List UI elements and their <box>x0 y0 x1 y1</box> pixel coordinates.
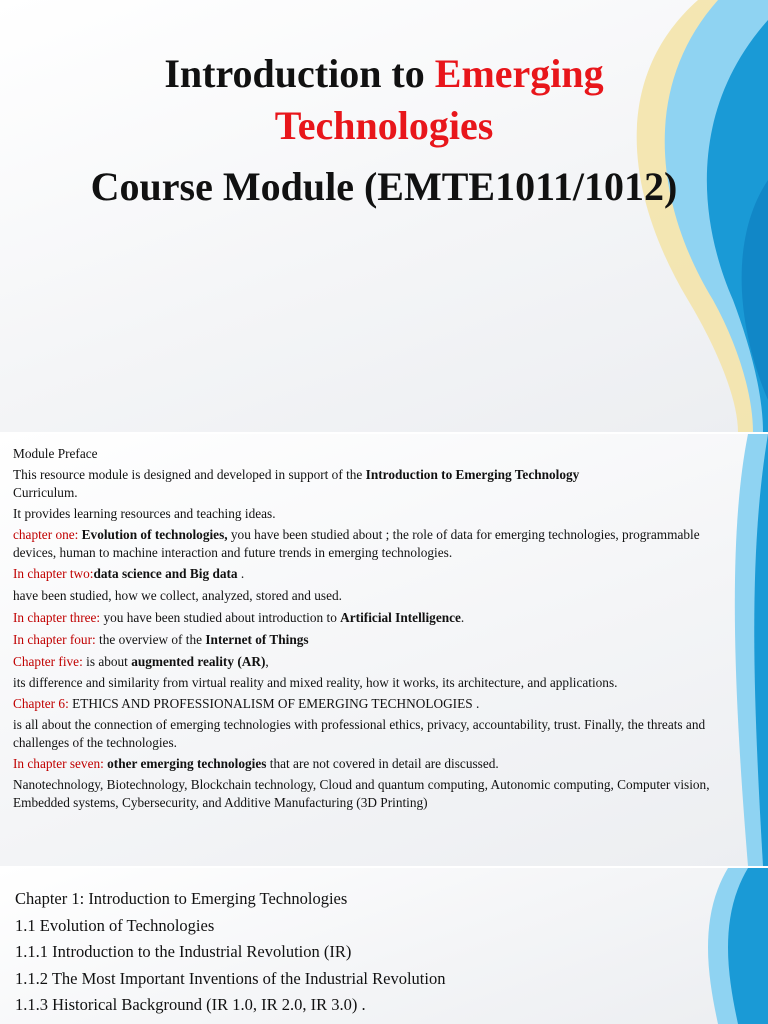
chapter-seven-label: In chapter seven: <box>13 756 104 771</box>
chapter-five-label: Chapter five: <box>13 654 83 669</box>
chapter-five-bold: augmented reality (AR) <box>131 654 266 669</box>
toc-item: 1.1.1 Introduction to the Industrial Revolution (IR) <box>15 942 352 961</box>
intro-end: Curriculum. <box>13 485 78 500</box>
intro-bold: Introduction to Emerging Technology <box>365 467 580 482</box>
chapter-two-bold: data science and Big data <box>93 566 238 581</box>
chapter-five-paragraph <box>13 652 743 672</box>
title-part-2: Emerging <box>434 51 604 96</box>
intro-text: This resource module is designed and developed in support of the <box>13 467 363 482</box>
chapter-six-paragraph <box>13 694 743 714</box>
toc-list <box>15 886 715 1019</box>
title-part-1: Introduction to <box>164 51 425 96</box>
chapter-seven-bold: other emerging technologies <box>107 756 267 771</box>
chapter-four-bold: Internet of Things <box>205 632 309 647</box>
chapter-four-label: In chapter four: <box>13 632 96 647</box>
chapter-five-end: , <box>265 654 269 669</box>
preface-body <box>13 444 743 814</box>
chapter-three-end: . <box>460 610 465 625</box>
chapter-two-text: have been studied, how we collect, analyzed, stored and used. <box>13 588 342 603</box>
toc-item: Chapter 1: Introduction to Emerging Technologies <box>15 889 348 908</box>
slide-module-preface <box>0 434 768 866</box>
chapter-one-paragraph <box>13 526 743 562</box>
title-line-1 <box>0 48 768 100</box>
chapter-three-text: you have been studied about introduction to <box>103 610 337 625</box>
chapter-three-paragraph <box>13 608 743 628</box>
chapter-five-text-2: its difference and similarity from virtual reality and mixed reality, how it works, its architecture, and applications. <box>13 675 618 690</box>
chapter-four-paragraph <box>13 630 743 650</box>
chapter-seven-paragraph <box>13 754 743 774</box>
chapter-two-end: . <box>240 566 245 581</box>
chapter-five-text: is about <box>86 654 128 669</box>
chapter-seven-text: that are not covered in detail are discussed. <box>269 756 499 771</box>
slide-title <box>0 0 768 432</box>
chapter-three-bold: Artificial Intelligence <box>340 610 461 625</box>
chapter-one-label: chapter one: <box>13 527 79 542</box>
chapter-three-label: In chapter three: <box>13 610 101 625</box>
title-line-2: Technologies <box>274 103 494 148</box>
preface-heading: Module Preface <box>13 446 98 461</box>
preface-intro <box>13 466 743 502</box>
toc-item: 1.1.2 The Most Important Inventions of the Industrial Revolution <box>15 968 446 988</box>
chapter-two-paragraph <box>13 564 743 584</box>
resources-line: It provides learning resources and teaching ideas. <box>13 506 276 521</box>
chapter-six-text: ETHICS AND PROFESSIONALISM OF EMERGING TECHNOLOGIES . <box>72 696 480 711</box>
slide-table-of-contents <box>0 868 768 1024</box>
chapter-one-text: you have been studied about ; the role of data for emerging technologies, programmable devices, human to machine interaction and future trends in emerging technologies. <box>13 527 700 560</box>
chapter-seven-text-2: Nanotechnology, Biotechnology, Blockchain technology, Cloud and quantum computing, Autonomic computing, Computer vision, Embedded systems, Cybersecurity, and Additive Manufacturing (3D Printing) <box>13 777 710 810</box>
chapter-one-bold: Evolution of technologies, <box>81 527 228 542</box>
chapter-four-text: the overview of the <box>99 632 203 647</box>
chapter-six-label: Chapter 6: <box>13 696 69 711</box>
toc-item: 1.1 Evolution of Technologies <box>15 915 215 935</box>
chapter-six-text-2: is all about the connection of emerging technologies with professional ethics, privacy, accountability, trust. Finally, the threats and challenges of the technologies. <box>13 717 706 750</box>
course-module-subtitle: Course Module (EMTE1011/1012) <box>90 164 678 209</box>
chapter-two-label: In chapter two: <box>13 566 94 581</box>
toc-item: 1.1.3 Historical Background (IR 1.0, IR 2.0, IR 3.0) . <box>15 995 366 1014</box>
